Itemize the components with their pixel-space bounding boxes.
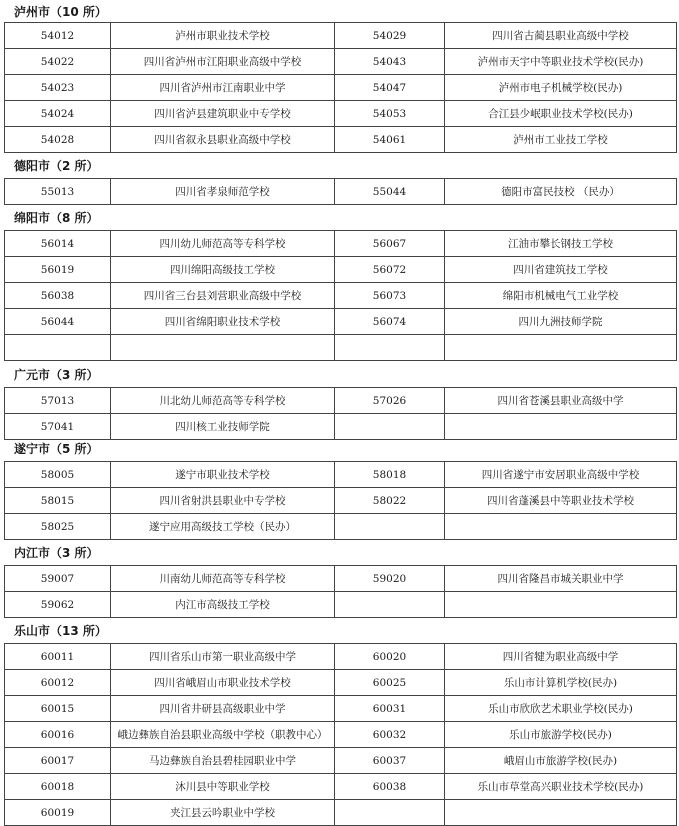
school-name: 四川省泸县建筑职业中专学校	[111, 101, 335, 127]
school-name: 四川省乐山市第一职业高级中学	[111, 644, 335, 670]
table-row	[5, 75, 677, 101]
school-code: 54012	[5, 23, 111, 49]
table-row	[5, 514, 677, 540]
school-name: 四川省叙永县职业高级中学校	[111, 127, 335, 153]
school-code: 60012	[5, 670, 111, 696]
school-code: 57013	[5, 388, 111, 414]
school-name: 川北幼儿师范高等专科学校	[111, 388, 335, 414]
school-name: 四川省古蔺县职业高级中学校	[445, 23, 677, 49]
table-row	[5, 462, 677, 488]
school-code: 60018	[5, 774, 111, 800]
section-title: 广元市（3 所）	[14, 368, 99, 382]
school-name: 四川核工业技师学院	[111, 414, 335, 440]
school-code: 54028	[5, 127, 111, 153]
table-row	[5, 670, 677, 696]
table-row	[5, 309, 677, 335]
school-code: 60031	[335, 696, 445, 722]
school-code: 58005	[5, 462, 111, 488]
section-title: 遂宁市（5 所）	[14, 442, 99, 456]
school-code	[335, 514, 445, 540]
school-name: 四川省三台县刘营职业高级中学校	[111, 283, 335, 309]
school-code: 56073	[335, 283, 445, 309]
school-code: 60016	[5, 722, 111, 748]
school-name	[445, 514, 677, 540]
school-name: 峨边彝族自治县职业高级中学校（职教中心）	[111, 722, 335, 748]
school-name: 四川省泸州市江阳职业高级中学校	[111, 49, 335, 75]
school-name: 乐山市计算机学校(民办)	[445, 670, 677, 696]
school-name: 德阳市富民技校 （民办）	[445, 179, 677, 205]
table-row	[5, 774, 677, 800]
section-title: 泸州市（10 所）	[14, 5, 107, 19]
school-table	[4, 387, 677, 440]
school-code: 60025	[335, 670, 445, 696]
table-row	[5, 23, 677, 49]
table-row	[5, 257, 677, 283]
school-table	[4, 230, 677, 361]
table-row	[5, 722, 677, 748]
table-row	[5, 748, 677, 774]
school-code: 59020	[335, 566, 445, 592]
school-table	[4, 565, 677, 618]
school-code: 60015	[5, 696, 111, 722]
school-code: 56038	[5, 283, 111, 309]
school-code	[335, 335, 445, 361]
school-code: 56072	[335, 257, 445, 283]
school-code: 60038	[335, 774, 445, 800]
section-title: 绵阳市（8 所）	[14, 211, 99, 225]
section-title: 德阳市（2 所）	[14, 159, 99, 173]
school-name: 四川幼儿师范高等专科学校	[111, 231, 335, 257]
table-row	[5, 335, 677, 361]
school-name: 遂宁市职业技术学校	[111, 462, 335, 488]
school-name: 四川省遂宁市安居职业高级中学校	[445, 462, 677, 488]
school-name: 江油市攀长钢技工学校	[445, 231, 677, 257]
school-code: 58022	[335, 488, 445, 514]
school-name: 遂宁应用高级技工学校（民办）	[111, 514, 335, 540]
school-name: 乐山市旅游学校(民办)	[445, 722, 677, 748]
school-code: 57026	[335, 388, 445, 414]
school-code	[335, 800, 445, 826]
school-code: 58018	[335, 462, 445, 488]
school-code: 58025	[5, 514, 111, 540]
school-code	[335, 592, 445, 618]
school-name: 四川省峨眉山市职业技术学校	[111, 670, 335, 696]
table-row	[5, 488, 677, 514]
school-name: 四川九洲技师学院	[445, 309, 677, 335]
school-code: 56014	[5, 231, 111, 257]
school-code: 60037	[335, 748, 445, 774]
section-title: 乐山市（13 所）	[14, 624, 107, 638]
school-name: 四川省苍溪县职业高级中学	[445, 388, 677, 414]
table-row	[5, 179, 677, 205]
school-name	[111, 335, 335, 361]
school-code: 58015	[5, 488, 111, 514]
table-row	[5, 800, 677, 826]
school-name	[445, 414, 677, 440]
school-name: 泸州市天宇中等职业技术学校(民办)	[445, 49, 677, 75]
school-code: 60011	[5, 644, 111, 670]
school-code	[335, 414, 445, 440]
school-table	[4, 178, 677, 205]
school-name: 四川省隆昌市城关职业中学	[445, 566, 677, 592]
school-code: 59007	[5, 566, 111, 592]
school-name: 四川省蓬溪县中等职业技术学校	[445, 488, 677, 514]
school-code: 56067	[335, 231, 445, 257]
school-code: 54053	[335, 101, 445, 127]
school-name: 泸州市职业技术学校	[111, 23, 335, 49]
school-table	[4, 461, 677, 540]
school-table	[4, 22, 677, 153]
school-name: 川南幼儿师范高等专科学校	[111, 566, 335, 592]
school-code: 55013	[5, 179, 111, 205]
table-row	[5, 231, 677, 257]
school-name: 乐山市草堂高兴职业技术学校(民办)	[445, 774, 677, 800]
table-row	[5, 592, 677, 618]
school-name: 四川省井研县高级职业中学	[111, 696, 335, 722]
table-row	[5, 644, 677, 670]
school-name: 四川绵阳高级技工学校	[111, 257, 335, 283]
table-row	[5, 101, 677, 127]
school-code: 56019	[5, 257, 111, 283]
school-name: 四川省射洪县职业中专学校	[111, 488, 335, 514]
school-code: 54022	[5, 49, 111, 75]
table-row	[5, 283, 677, 309]
school-code: 54023	[5, 75, 111, 101]
school-name: 四川省泸州市江南职业中学	[111, 75, 335, 101]
school-name	[445, 800, 677, 826]
school-code: 57041	[5, 414, 111, 440]
school-name: 绵阳市机械电气工业学校	[445, 283, 677, 309]
school-name	[445, 335, 677, 361]
table-row	[5, 388, 677, 414]
school-name: 内江市高级技工学校	[111, 592, 335, 618]
school-name: 四川省孝泉师范学校	[111, 179, 335, 205]
school-code: 60019	[5, 800, 111, 826]
table-row	[5, 414, 677, 440]
school-name: 泸州市工业技工学校	[445, 127, 677, 153]
school-code: 56074	[335, 309, 445, 335]
school-code: 54047	[335, 75, 445, 101]
school-name: 沐川县中等职业学校	[111, 774, 335, 800]
school-name: 合江县少岷职业技术学校(民办)	[445, 101, 677, 127]
school-name: 泸州市电子机械学校(民办)	[445, 75, 677, 101]
school-code	[5, 335, 111, 361]
school-code: 54029	[335, 23, 445, 49]
section-title: 内江市（3 所）	[14, 546, 99, 560]
table-row	[5, 127, 677, 153]
table-row	[5, 696, 677, 722]
school-code: 54043	[335, 49, 445, 75]
school-code: 56044	[5, 309, 111, 335]
school-code: 60032	[335, 722, 445, 748]
school-code: 54024	[5, 101, 111, 127]
school-table	[4, 643, 677, 826]
school-name: 四川省犍为职业高级中学	[445, 644, 677, 670]
school-name: 夹江县云吟职业中学校	[111, 800, 335, 826]
school-name: 峨眉山市旅游学校(民办)	[445, 748, 677, 774]
table-row	[5, 566, 677, 592]
school-name	[445, 592, 677, 618]
school-code: 54061	[335, 127, 445, 153]
table-row	[5, 49, 677, 75]
school-code: 60017	[5, 748, 111, 774]
school-code: 60020	[335, 644, 445, 670]
school-name: 马边彝族自治县碧桂园职业中学	[111, 748, 335, 774]
school-code: 59062	[5, 592, 111, 618]
school-code: 55044	[335, 179, 445, 205]
school-name: 四川省建筑技工学校	[445, 257, 677, 283]
school-name: 四川省绵阳职业技术学校	[111, 309, 335, 335]
school-name: 乐山市欣欣艺术职业学校(民办)	[445, 696, 677, 722]
